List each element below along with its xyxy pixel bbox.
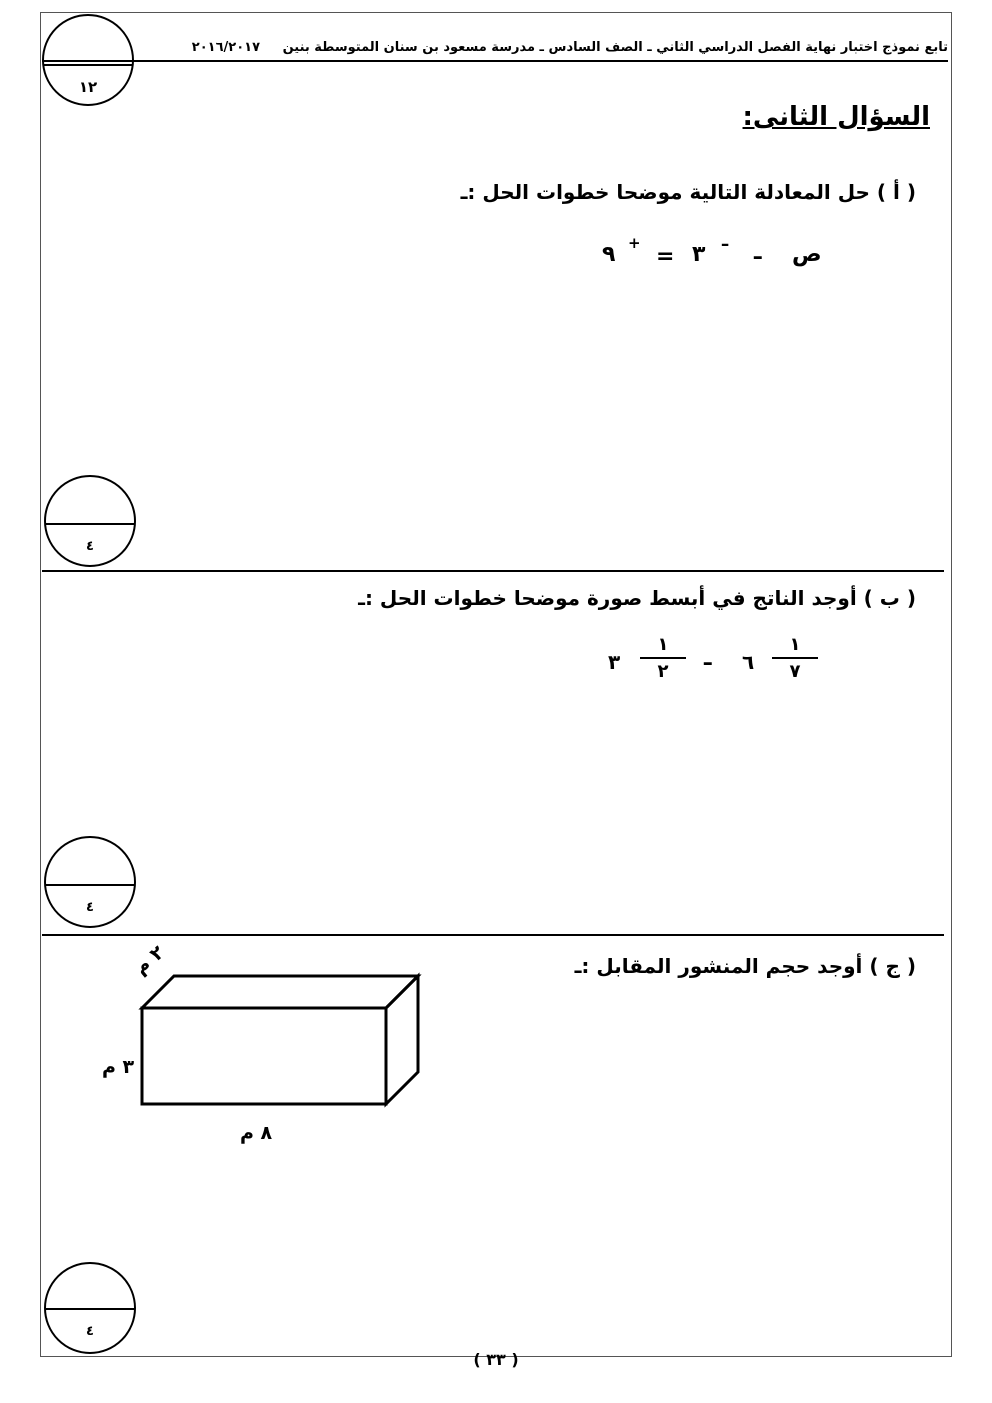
part-c-score: ٤ bbox=[86, 1324, 94, 1339]
part-b-expression bbox=[596, 632, 836, 692]
section-divider-2 bbox=[42, 934, 944, 936]
question-title: السؤال الثانى: bbox=[742, 102, 930, 132]
header-rule bbox=[42, 60, 948, 62]
fraction-2 bbox=[640, 634, 686, 682]
eq-minus: ـ bbox=[754, 240, 762, 265]
eq-three: ٣ bbox=[692, 242, 706, 267]
part-b-label: ( ب ) أوجد الناتج في أبسط صورة موضحا خطوات الحل :ـ bbox=[358, 586, 916, 610]
whole-1: ٦ bbox=[742, 650, 755, 674]
header-text: تابع نموذج اختبار نهاية الفصل الدراسي الثاني ـ الصف السادس ـ مدرسة مسعود بن سنان المتوسطة بنين bbox=[282, 40, 948, 55]
prism-top-face bbox=[142, 976, 418, 1008]
part-a-score-circle bbox=[44, 475, 136, 567]
fraction-1-denominator: ٧ bbox=[789, 661, 801, 682]
eq-negative-sign: ـ bbox=[722, 230, 729, 251]
whole-2: ٣ bbox=[608, 650, 621, 674]
part-a-score: ٤ bbox=[86, 539, 94, 554]
eq-positive-sign: + bbox=[628, 234, 641, 252]
header-year: ٢٠١٦/٢٠١٧ bbox=[191, 40, 261, 55]
part-a-equation bbox=[596, 230, 836, 280]
prism-diagram bbox=[120, 960, 440, 1120]
page-number: ( ٣٣ ) bbox=[473, 1350, 519, 1369]
prism-front-face bbox=[142, 1008, 386, 1104]
prism-depth-label: ٢ م bbox=[130, 941, 169, 979]
section-divider-1 bbox=[42, 570, 944, 572]
total-score-value: ١٢ bbox=[78, 78, 98, 96]
part-b-score: ٤ bbox=[86, 900, 94, 915]
fraction-2-numerator: ١ bbox=[657, 634, 669, 655]
eq-equals: = bbox=[656, 244, 675, 269]
prism-side-face bbox=[386, 976, 418, 1104]
fraction-1 bbox=[772, 634, 818, 682]
part-b-score-circle bbox=[44, 836, 136, 928]
page-header bbox=[140, 40, 948, 55]
part-a-label: ( أ ) حل المعادلة التالية موضحا خطوات الحل :ـ bbox=[460, 180, 916, 204]
operator-minus: ـ bbox=[704, 646, 712, 671]
fraction-2-denominator: ٢ bbox=[657, 661, 669, 682]
prism-height-label: ٣ م bbox=[102, 1056, 135, 1078]
fraction-1-numerator: ١ bbox=[789, 634, 801, 655]
total-score-circle bbox=[42, 14, 134, 106]
eq-nine: ٩ bbox=[602, 242, 616, 267]
part-c-label: ( ج ) أوجد حجم المنشور المقابل :ـ bbox=[574, 954, 916, 978]
eq-variable: ص bbox=[792, 242, 822, 267]
prism-length-label: ٨ م bbox=[240, 1122, 273, 1144]
part-c-score-circle bbox=[44, 1262, 136, 1354]
